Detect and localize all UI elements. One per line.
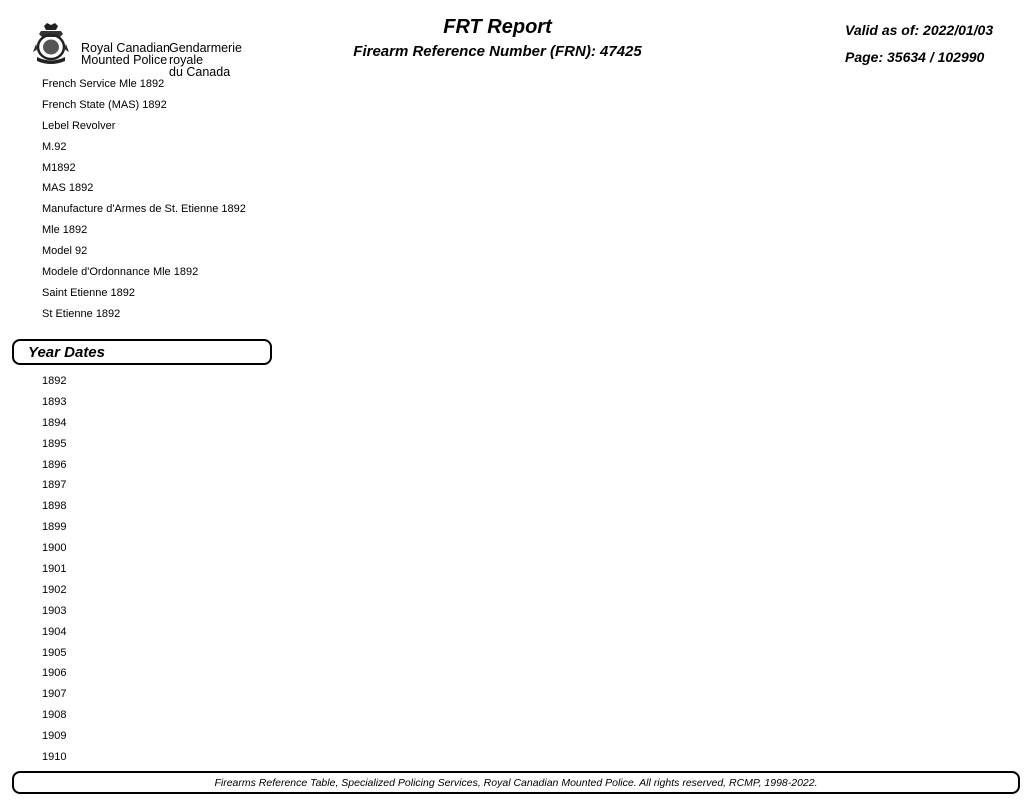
- list-item: Model 92: [42, 245, 88, 258]
- list-item: 1893: [42, 395, 67, 408]
- list-item: 1906: [42, 667, 67, 680]
- list-item: MAS 1892: [42, 182, 94, 195]
- list-item: 1898: [42, 500, 67, 513]
- list-item: Modele d'Ordonnance Mle 1892: [42, 266, 199, 279]
- list-item: Mle 1892: [42, 224, 88, 237]
- list-item: 1910: [42, 751, 67, 764]
- list-item: 1905: [42, 646, 67, 659]
- list-item: 1897: [42, 479, 67, 492]
- org-name-french: Gendarmerie royale du Canada: [169, 41, 242, 79]
- list-item: 1908: [42, 709, 67, 722]
- list-item: M.92: [42, 140, 67, 153]
- list-item: 1907: [42, 688, 67, 701]
- list-item: 1895: [42, 437, 67, 450]
- frn-line: Firearm Reference Number (FRN): 47425: [353, 43, 642, 60]
- list-item: St Etienne 1892: [42, 307, 121, 320]
- list-item: Manufacture d'Armes de St. Etienne 1892: [42, 203, 246, 216]
- rcmp-logo: [32, 22, 272, 79]
- year-dates-list: [42, 374, 66, 771]
- rcmp-crest-icon: [32, 22, 70, 66]
- list-item: 1896: [42, 458, 67, 471]
- report-title: FRT Report: [443, 16, 552, 38]
- org-name-english: Royal Canadian Mounted Police: [81, 41, 170, 67]
- list-item: 1899: [42, 521, 67, 534]
- list-item: French State (MAS) 1892: [42, 98, 167, 111]
- year-dates-section-header: [12, 339, 272, 365]
- list-item: French Service Mle 1892: [42, 78, 165, 90]
- list-item: 1903: [42, 604, 67, 617]
- list-item: M1892: [42, 161, 76, 174]
- list-item: Saint Etienne 1892: [42, 286, 135, 299]
- list-item: 1904: [42, 625, 67, 638]
- page-number: Page: 35634 / 102990: [845, 49, 985, 65]
- section-title: Year Dates: [28, 344, 105, 361]
- footer: [12, 771, 1020, 794]
- list-item: 1892: [42, 375, 67, 387]
- list-item: 1909: [42, 730, 67, 743]
- list-item: 1894: [42, 416, 67, 429]
- list-item: 1900: [42, 542, 67, 555]
- model-names-list: [42, 77, 246, 328]
- footer-text: Firearms Reference Table, Specialized Policing Services, Royal Canadian Mounted Police. All rights reserved, RCMP, 1998-2022.: [214, 777, 818, 789]
- list-item: Lebel Revolver: [42, 119, 116, 132]
- list-item: 1901: [42, 563, 67, 576]
- list-item: 1902: [42, 583, 67, 596]
- valid-date: Valid as of: 2022/01/03: [845, 22, 994, 38]
